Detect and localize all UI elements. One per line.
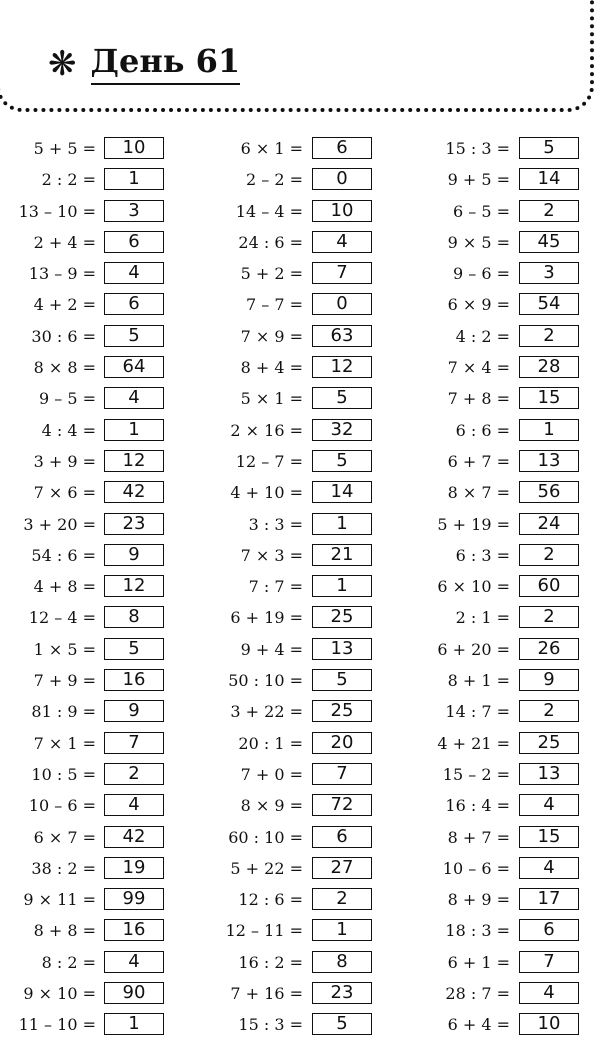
answer-box[interactable]: 60 <box>519 575 579 597</box>
answer-box[interactable]: 16 <box>104 669 164 691</box>
problem-row <box>0 888 600 919</box>
answer-box[interactable]: 10 <box>312 200 372 222</box>
problem-expression: 7 + 9 = <box>33 671 96 691</box>
answer-box[interactable]: 3 <box>519 262 579 284</box>
problem-expression: 2 × 16 = <box>230 420 303 440</box>
answer-box[interactable]: 10 <box>104 137 164 159</box>
problem-row <box>0 763 600 794</box>
problem-expression: 6 : 6 = <box>455 420 510 440</box>
answer-box[interactable]: 13 <box>519 763 579 785</box>
answer-box[interactable]: 4 <box>104 794 164 816</box>
answer-box[interactable]: 1 <box>312 919 372 941</box>
answer-box[interactable]: 5 <box>312 1013 372 1035</box>
problem-expression: 7 + 0 = <box>240 764 303 784</box>
problem-expression: 8 × 7 = <box>447 483 510 503</box>
answer-box[interactable]: 7 <box>312 763 372 785</box>
problem-expression: 3 + 22 = <box>230 702 303 722</box>
problem-row <box>0 794 600 825</box>
answer-box[interactable]: 12 <box>104 575 164 597</box>
problem-expression: 16 : 2 = <box>238 952 303 972</box>
problem-expression: 8 × 9 = <box>240 796 303 816</box>
problem-expression: 6 × 7 = <box>33 827 96 847</box>
problem-expression: 6 + 1 = <box>447 952 510 972</box>
answer-box[interactable]: 7 <box>519 951 579 973</box>
problem-row <box>0 231 600 262</box>
answer-box[interactable]: 4 <box>519 982 579 1004</box>
problem-expression: 1 × 5 = <box>33 639 96 659</box>
answer-box[interactable]: 28 <box>519 356 579 378</box>
problem-row <box>0 951 600 982</box>
problem-row <box>0 544 600 575</box>
problem-expression: 12 – 7 = <box>235 451 303 471</box>
problem-expression: 60 : 10 = <box>228 827 303 847</box>
problem-expression: 9 – 5 = <box>38 389 96 409</box>
answer-box[interactable]: 2 <box>519 606 579 628</box>
answer-box[interactable]: 6 <box>519 919 579 941</box>
problem-expression: 10 : 5 = <box>31 764 96 784</box>
problem-expression: 16 : 4 = <box>445 796 510 816</box>
answer-box[interactable]: 23 <box>312 982 372 1004</box>
problem-expression: 12 : 6 = <box>238 890 303 910</box>
answer-box[interactable]: 8 <box>104 606 164 628</box>
problem-expression: 9 × 5 = <box>447 232 510 252</box>
problem-expression: 4 : 2 = <box>455 326 510 346</box>
answer-box[interactable]: 25 <box>312 606 372 628</box>
problem-expression: 2 + 4 = <box>33 232 96 252</box>
answer-box[interactable]: 14 <box>312 481 372 503</box>
answer-box[interactable]: 6 <box>104 293 164 315</box>
problem-expression: 6 × 1 = <box>240 139 303 158</box>
problem-expression: 7 × 9 = <box>240 326 303 346</box>
problem-row <box>0 325 600 356</box>
problem-expression: 5 × 1 = <box>240 389 303 409</box>
answer-box[interactable]: 20 <box>312 732 372 754</box>
answer-box[interactable]: 2 <box>519 544 579 566</box>
problem-expression: 3 + 9 = <box>33 451 96 471</box>
problem-expression: 11 – 10 = <box>18 1015 96 1035</box>
problem-row <box>0 513 600 544</box>
problem-expression: 30 : 6 = <box>31 326 96 346</box>
problem-expression: 13 – 10 = <box>18 201 96 221</box>
answer-box[interactable]: 4 <box>104 951 164 973</box>
problem-row <box>0 982 600 1013</box>
answer-box[interactable]: 12 <box>104 450 164 472</box>
answer-box[interactable]: 5 <box>104 638 164 660</box>
problem-expression: 6 + 20 = <box>437 639 510 659</box>
answer-box[interactable]: 21 <box>312 544 372 566</box>
problem-expression: 7 – 7 = <box>245 295 303 315</box>
problem-expression: 2 : 1 = <box>455 608 510 628</box>
answer-box[interactable]: 2 <box>104 763 164 785</box>
problem-expression: 7 + 16 = <box>230 984 303 1004</box>
answer-box[interactable]: 0 <box>312 293 372 315</box>
problem-expression: 9 + 5 = <box>447 170 510 190</box>
problem-expression: 9 – 6 = <box>452 264 510 284</box>
problem-expression: 10 – 6 = <box>28 796 96 816</box>
problem-expression: 7 × 3 = <box>240 545 303 565</box>
answer-box[interactable]: 23 <box>104 513 164 535</box>
answer-box[interactable]: 4 <box>104 262 164 284</box>
answer-box[interactable]: 1 <box>104 419 164 441</box>
answer-box[interactable]: 5 <box>519 137 579 159</box>
page-header <box>48 36 240 92</box>
answer-box[interactable]: 13 <box>519 450 579 472</box>
problem-expression: 28 : 7 = <box>445 984 510 1004</box>
answer-box[interactable]: 1 <box>104 1013 164 1035</box>
problem-expression: 4 + 8 = <box>33 577 96 597</box>
answer-box[interactable]: 15 <box>519 387 579 409</box>
problem-expression: 81 : 9 = <box>31 702 96 722</box>
problem-row <box>0 137 600 168</box>
problem-expression: 38 : 2 = <box>31 858 96 878</box>
problem-expression: 4 : 4 = <box>41 420 96 440</box>
problem-row <box>0 669 600 700</box>
problem-expression: 8 + 9 = <box>447 890 510 910</box>
problem-expression: 8 + 4 = <box>240 358 303 378</box>
answer-box[interactable]: 17 <box>519 888 579 910</box>
answer-box[interactable]: 5 <box>312 387 372 409</box>
problem-expression: 7 × 6 = <box>33 483 96 503</box>
problem-expression: 9 + 4 = <box>240 639 303 659</box>
answer-box[interactable]: 26 <box>519 638 579 660</box>
problem-expression: 7 × 4 = <box>447 358 510 378</box>
problem-expression: 8 + 1 = <box>447 671 510 691</box>
answer-box[interactable]: 12 <box>312 356 372 378</box>
answer-box[interactable]: 5 <box>312 669 372 691</box>
problem-expression: 20 : 1 = <box>238 733 303 753</box>
answer-box[interactable]: 5 <box>312 450 372 472</box>
answer-box[interactable]: 64 <box>104 356 164 378</box>
answer-box[interactable]: 63 <box>312 325 372 347</box>
problem-expression: 6 + 19 = <box>230 608 303 628</box>
answer-box[interactable]: 15 <box>519 826 579 848</box>
answer-box[interactable]: 7 <box>312 262 372 284</box>
problem-row <box>0 387 600 418</box>
problem-row <box>0 575 600 606</box>
problem-expression: 5 + 19 = <box>437 514 510 534</box>
problem-expression: 12 – 11 = <box>225 921 303 941</box>
answer-box[interactable]: 1 <box>104 168 164 190</box>
problem-expression: 6 : 3 = <box>455 545 510 565</box>
problem-row <box>0 168 600 199</box>
problem-expression: 14 – 4 = <box>235 201 303 221</box>
answer-box[interactable]: 6 <box>312 137 372 159</box>
answer-box[interactable]: 45 <box>519 231 579 253</box>
answer-box[interactable]: 2 <box>519 200 579 222</box>
answer-box[interactable]: 4 <box>312 231 372 253</box>
answer-box[interactable]: 56 <box>519 481 579 503</box>
problem-row <box>0 857 600 888</box>
answer-box[interactable]: 90 <box>104 982 164 1004</box>
problem-expression: 6 + 7 = <box>447 451 510 471</box>
answer-box[interactable]: 24 <box>519 513 579 535</box>
problem-expression: 5 + 5 = <box>33 139 96 158</box>
problem-row <box>0 919 600 950</box>
problem-expression: 15 : 3 = <box>445 139 510 158</box>
answer-box[interactable]: 9 <box>104 700 164 722</box>
problem-expression: 4 + 2 = <box>33 295 96 315</box>
problem-expression: 15 : 3 = <box>238 1015 303 1035</box>
answer-box[interactable]: 4 <box>519 857 579 879</box>
page-title: День 61 <box>91 43 241 86</box>
problem-row <box>0 200 600 231</box>
problem-row <box>0 293 600 324</box>
problem-expression: 12 – 4 = <box>28 608 96 628</box>
answer-box[interactable]: 9 <box>104 544 164 566</box>
answer-box[interactable]: 1 <box>312 513 372 535</box>
problem-row <box>0 450 600 481</box>
answer-box[interactable]: 1 <box>519 419 579 441</box>
answer-box[interactable]: 99 <box>104 888 164 910</box>
answer-box[interactable]: 7 <box>104 732 164 754</box>
answer-box[interactable]: 42 <box>104 481 164 503</box>
answer-box[interactable]: 25 <box>519 732 579 754</box>
answer-box[interactable]: 19 <box>104 857 164 879</box>
problem-expression: 10 – 6 = <box>442 858 510 878</box>
problem-expression: 8 × 8 = <box>33 358 96 378</box>
answer-box[interactable]: 4 <box>104 387 164 409</box>
problem-expression: 6 – 5 = <box>452 201 510 221</box>
problem-expression: 5 + 22 = <box>230 858 303 878</box>
problem-expression: 8 + 7 = <box>447 827 510 847</box>
problem-expression: 8 : 2 = <box>41 952 96 972</box>
problem-expression: 4 + 21 = <box>437 733 510 753</box>
problem-row <box>0 481 600 512</box>
problem-row <box>0 826 600 857</box>
answer-box[interactable]: 14 <box>519 168 579 190</box>
answer-box[interactable]: 16 <box>104 919 164 941</box>
answer-box[interactable]: 10 <box>519 1013 579 1035</box>
problem-expression: 9 × 10 = <box>23 984 96 1004</box>
answer-box[interactable]: 42 <box>104 826 164 848</box>
problem-row <box>0 356 600 387</box>
problem-expression: 8 + 8 = <box>33 921 96 941</box>
answer-box[interactable]: 32 <box>312 419 372 441</box>
problem-expression: 6 × 10 = <box>437 577 510 597</box>
problem-row <box>0 732 600 763</box>
problem-row <box>0 700 600 731</box>
problem-expression: 3 : 3 = <box>248 514 303 534</box>
answer-box[interactable]: 6 <box>312 826 372 848</box>
answer-box[interactable]: 5 <box>104 325 164 347</box>
answer-box[interactable]: 2 <box>519 700 579 722</box>
problem-expression: 5 + 2 = <box>240 264 303 284</box>
problem-expression: 6 + 4 = <box>447 1015 510 1035</box>
answer-box[interactable]: 3 <box>104 200 164 222</box>
answer-box[interactable]: 9 <box>519 669 579 691</box>
answer-box[interactable]: 0 <box>312 168 372 190</box>
answer-box[interactable]: 2 <box>519 325 579 347</box>
answer-box[interactable]: 6 <box>104 231 164 253</box>
problem-expression: 2 : 2 = <box>41 170 96 190</box>
problem-expression: 24 : 6 = <box>238 232 303 252</box>
asterisk-icon: ❋ <box>48 44 77 84</box>
problem-row <box>0 638 600 669</box>
problem-expression: 50 : 10 = <box>228 671 303 691</box>
problem-expression: 2 – 2 = <box>245 170 303 190</box>
problem-expression: 7 + 8 = <box>447 389 510 409</box>
problem-expression: 13 – 9 = <box>28 264 96 284</box>
answer-box[interactable]: 2 <box>312 888 372 910</box>
problem-expression: 7 × 1 = <box>33 733 96 753</box>
problem-row <box>0 262 600 293</box>
answer-box[interactable]: 25 <box>312 700 372 722</box>
problem-expression: 7 : 7 = <box>248 577 303 597</box>
answer-box[interactable]: 13 <box>312 638 372 660</box>
problem-expression: 6 × 9 = <box>447 295 510 315</box>
problem-expression: 9 × 11 = <box>23 890 96 910</box>
problem-expression: 18 : 3 = <box>445 921 510 941</box>
problem-expression: 4 + 10 = <box>230 483 303 503</box>
answer-box[interactable]: 54 <box>519 293 579 315</box>
answer-box[interactable]: 4 <box>519 794 579 816</box>
problem-expression: 14 : 7 = <box>445 702 510 722</box>
answer-box[interactable]: 8 <box>312 951 372 973</box>
problem-expression: 54 : 6 = <box>31 545 96 565</box>
problem-row <box>0 606 600 637</box>
answer-box[interactable]: 27 <box>312 857 372 879</box>
answer-box[interactable]: 72 <box>312 794 372 816</box>
problem-expression: 3 + 20 = <box>23 514 96 534</box>
problem-row <box>0 1013 600 1044</box>
problem-expression: 15 – 2 = <box>442 764 510 784</box>
answer-box[interactable]: 1 <box>312 575 372 597</box>
problem-row <box>0 419 600 450</box>
problems-grid <box>0 137 600 1045</box>
